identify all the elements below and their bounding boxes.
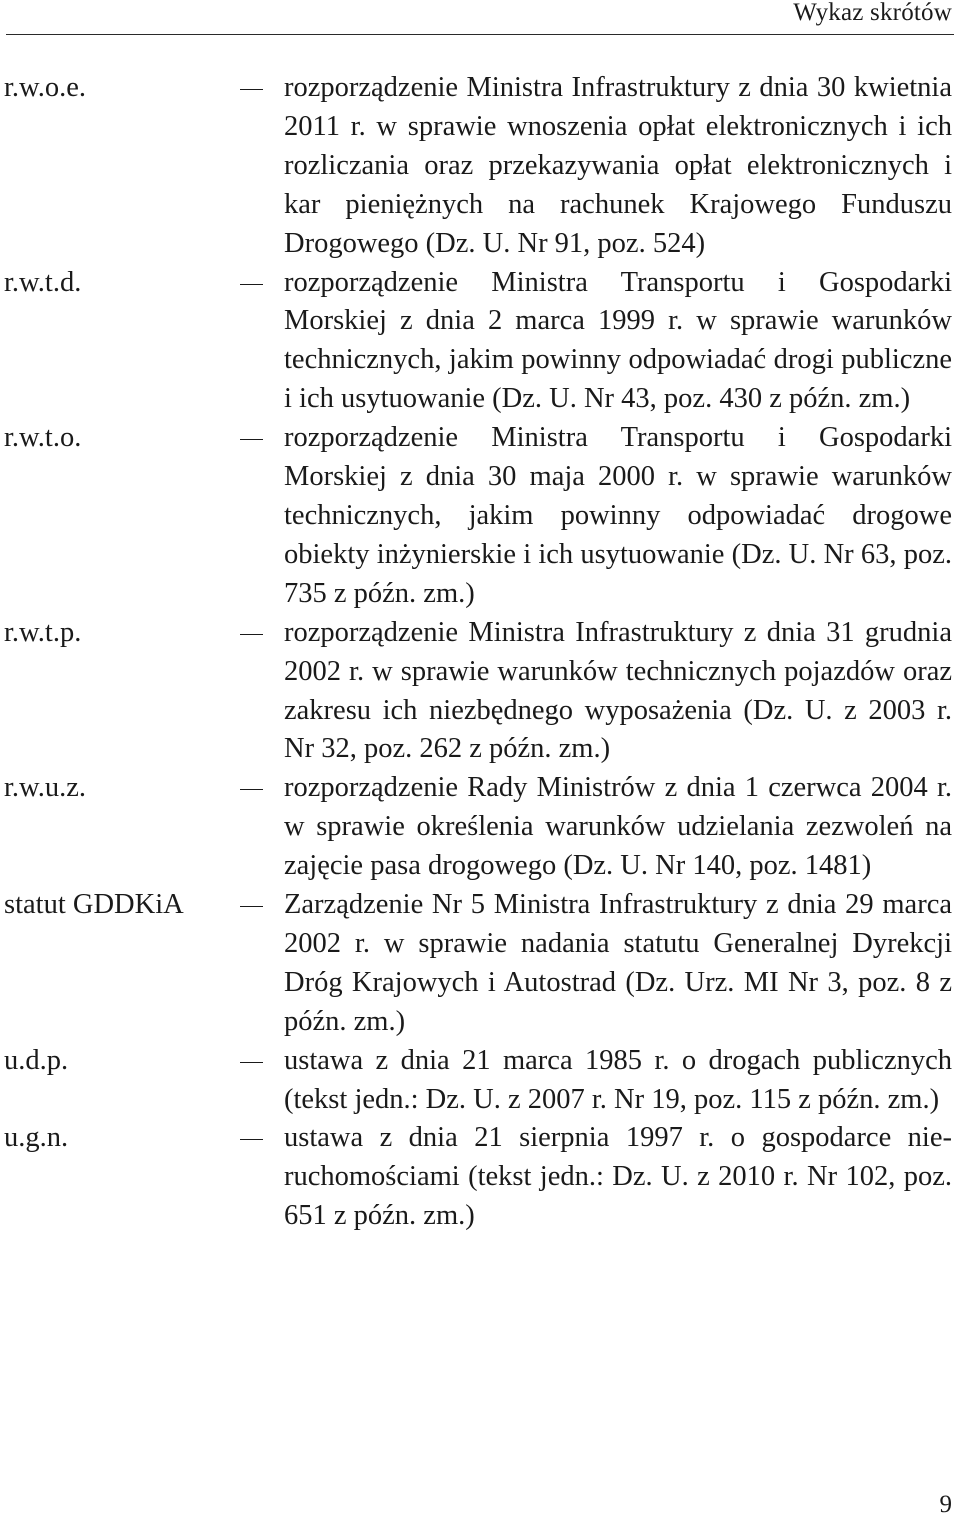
abbreviation-term: u.g.n. <box>4 1122 69 1154</box>
page-number: 9 <box>939 1491 952 1518</box>
abbreviation-definition: rozporządzenie Ministra Transportu i Gospodarki Morskiej z dnia 30 maja 2000 r. w sprawie warunków technicznych, jakim powinny odpowiadać drogowe obiekty inżynierskie i ich usytuowanie (Dz. U. Nr 63, poz. 735 z późn. zm.) <box>284 422 952 609</box>
abbreviation-entry <box>0 769 960 886</box>
abbreviation-definition: Zarządzenie Nr 5 Ministra Infrastruktury z dnia 29 marca 2002 r. w sprawie nadania statutu Generalnej Dyrekcji Dróg Krajowych i Autostrad (Dz. Urz. MI Nr 3, poz. 8 z późn. zm.) <box>284 889 952 1037</box>
abbreviation-entry <box>0 1042 960 1120</box>
abbreviation-definition: ustawa z dnia 21 sierpnia 1997 r. o gospodarce nieruchomościami (tekst jedn.: Dz. U. z 2010 r. Nr 102, poz. 651 z późn. zm.) <box>284 1122 952 1232</box>
abbreviation-term: r.w.t.d. <box>4 266 82 298</box>
abbreviation-term: u.d.p. <box>4 1044 69 1076</box>
abbreviation-term: r.w.o.e. <box>4 72 87 103</box>
abbreviation-definition: rozporządzenie Ministra Transportu i Gospodarki Morskiej z dnia 2 marca 1999 r. w sprawie warunków technicznych, jakim powinny odpowiadać drogi publiczne i ich usytuowanie (Dz. U. Nr 43, poz. 430 z późn. zm.) <box>284 266 952 415</box>
abbreviation-definition: rozporządzenie Ministra Infrastruktury z dnia 31 grudnia 2002 r. w sprawie warunków technicznych pojazdów oraz zakresu ich niezbędnego wyposażenia (Dz. U. z 2003 r. Nr 32, poz. 262 z późn. zm.) <box>284 616 952 765</box>
abbreviation-term: statut GDDKiA <box>4 889 184 921</box>
header-rule <box>6 34 954 35</box>
abbreviation-definition: ustawa z dnia 21 marca 1985 r. o drogach publicznych (tekst jedn.: Dz. U. z 2007 r. Nr 19, poz. 115 z późn. zm.) <box>284 1044 952 1115</box>
abbreviation-entry <box>0 614 960 770</box>
abbreviation-term: r.w.u.z. <box>4 772 87 804</box>
abbreviation-definition: rozporządzenie Rady Ministrów z dnia 1 czerwca 2004 r. w sprawie określenia warunków udzielania zezwoleń na zajęcie pasa drogowego (Dz. U. Nr 140, poz. 1481) <box>284 772 952 882</box>
abbreviation-entry <box>0 1119 960 1236</box>
abbreviation-list <box>0 69 960 1236</box>
running-header: Wykaz skrótów <box>793 0 952 26</box>
abbreviation-entry <box>0 264 960 420</box>
abbreviation-entry <box>0 886 960 1042</box>
abbreviation-term: r.w.t.o. <box>4 422 82 454</box>
abbreviation-entry <box>0 419 960 614</box>
abbreviation-term: r.w.t.p. <box>4 616 82 648</box>
abbreviation-entry <box>0 69 960 264</box>
abbreviation-definition: rozporządzenie Ministra Infrastruktury z dnia 30 kwietnia 2011 r. w sprawie wnoszenia opłat elektronicznych i ich rozliczania oraz przekazywania opłat elektronicznych i kar pieniężnych na rachunek Krajowego Funduszu Drogowego (Dz. U. Nr 91, poz. 524) <box>284 72 952 259</box>
